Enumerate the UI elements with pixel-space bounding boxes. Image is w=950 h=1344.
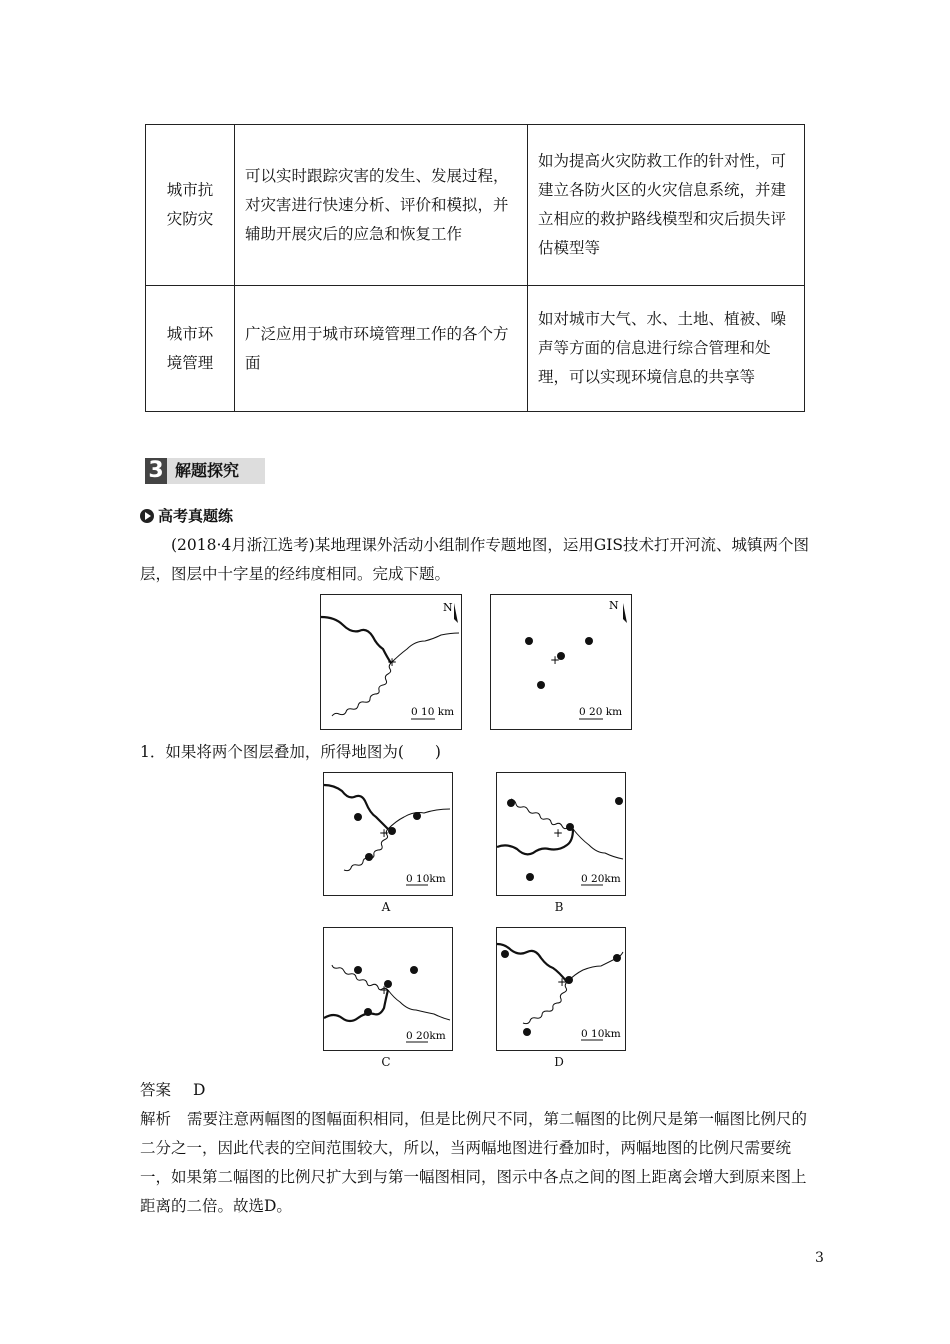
section-title: 解题探究 (167, 458, 265, 484)
option-a-drawing (324, 773, 452, 895)
town-point (525, 637, 533, 645)
north-arrow-icon (454, 603, 458, 623)
option-a-label: A (381, 900, 391, 914)
scale-label: 0 20km (406, 1030, 446, 1042)
description-cell: 广泛应用于城市环境管理工作的各个方面 (235, 286, 528, 412)
subsection-header (140, 505, 233, 526)
analysis-block (140, 1105, 812, 1221)
option-d-drawing (497, 928, 625, 1050)
answer-label: 答案 (140, 1081, 172, 1099)
north-arrow-icon (623, 603, 627, 623)
cross-mark: + (387, 655, 398, 669)
page-number: 3 (815, 1250, 824, 1266)
analysis-label: 解析 (140, 1110, 172, 1128)
north-label: N (443, 601, 453, 614)
gis-application-table (145, 124, 805, 412)
option-c-drawing (324, 928, 452, 1050)
option-a-map (323, 772, 453, 896)
scale-label: 0 20 km (579, 706, 623, 718)
svg-text:+: + (379, 826, 390, 840)
example-cell: 如为提高火灾防救工作的针对性，可建立各防火区的火灾信息系统，并建立相应的救护路线模型和灾后损失评估模型等 (528, 125, 805, 286)
river-layer-drawing (321, 595, 461, 729)
answer-line (140, 1076, 812, 1105)
question-stem: (2018·4月浙江选考)某地理课外活动小组制作专题地图，运用GIS技术打开河流、城镇两个图层，图层中十字星的经纬度相同。完成下题。 (140, 536, 809, 583)
town-point (537, 681, 545, 689)
description-cell: 可以实时跟踪灾害的发生、发展过程，对灾害进行快速分析、评价和模拟，并辅助开展灾后的应急和恢复工作 (235, 125, 528, 286)
town-layer-drawing (491, 595, 631, 729)
example-cell: 如对城市大气、水、土地、植被、噪声等方面的信息进行综合管理和处理，可以实现环境信息的共享等 (528, 286, 805, 412)
option-d-map (496, 927, 626, 1051)
river-layer-map (320, 594, 462, 730)
table-row (146, 286, 805, 412)
cross-mark: + (550, 653, 561, 667)
section-header (145, 458, 265, 484)
field-cell: 城市抗灾防灾 (146, 125, 235, 286)
field-cell: 城市环境管理 (146, 286, 235, 412)
analysis-text: 需要注意两幅图的图幅面积相同，但是比例尺不同，第二幅图的比例尺是第一幅图比例尺的二分之一，因此代表的空间范围较大，所以，当两幅地图进行叠加时，两幅地图的比例尺需要统一，如果第二幅图的比例尺扩大到与第一幅图相同，图示中各点之间的图上距离会增大到原来图上距离的二倍。故选D。 (140, 1110, 808, 1215)
scale-label: 0 10km (406, 873, 446, 885)
play-icon (140, 509, 154, 523)
option-c-label: C (381, 1055, 391, 1069)
scale-label: 0 10km (581, 1028, 621, 1040)
option-c-map (323, 927, 453, 1051)
table-row (146, 125, 805, 286)
section-number: 3 (145, 458, 167, 484)
scale-label: 0 20km (581, 873, 621, 885)
svg-text:+: + (379, 983, 390, 997)
town-point (585, 637, 593, 645)
svg-text:+: + (553, 826, 564, 840)
subsection-title: 高考真题练 (158, 507, 234, 525)
north-label: N (609, 599, 619, 612)
option-d-label: D (554, 1055, 564, 1069)
svg-text:+: + (557, 975, 568, 989)
option-b-label: B (554, 900, 564, 914)
town-layer-map (490, 594, 632, 730)
option-b-map (496, 772, 626, 896)
answer-value: D (193, 1081, 206, 1099)
option-b-drawing (497, 773, 625, 895)
question-item: 1．如果将两个图层叠加，所得地图为( ) (140, 743, 441, 761)
scale-label: 0 10 km (411, 706, 455, 718)
